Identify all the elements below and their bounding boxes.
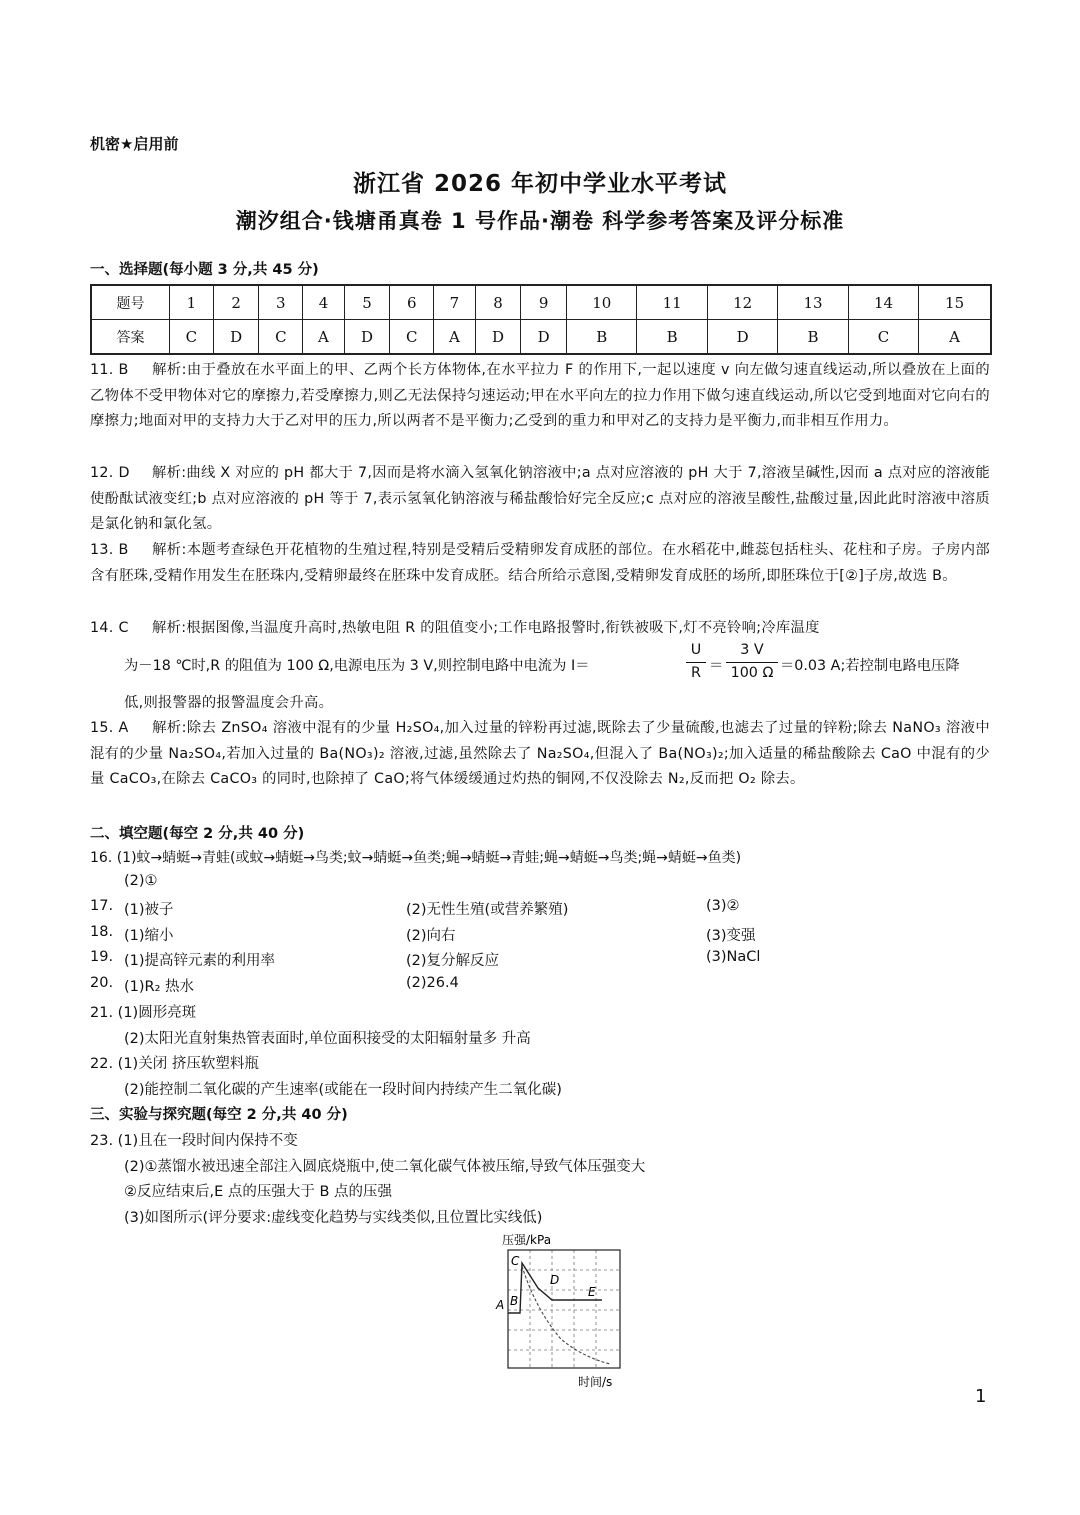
- answer-cell: D: [521, 320, 567, 355]
- answer-q23-line3: ②反应结束后,E 点的压强大于 B 点的压强: [124, 1184, 393, 1200]
- answer-cell: D: [707, 320, 777, 355]
- question-label: 13. B: [90, 542, 129, 558]
- fraction-numerator: 3 V: [740, 642, 764, 658]
- point-c-label: C: [511, 1254, 520, 1268]
- explanation-q11: [90, 358, 990, 435]
- explanation-q14-line3: 低,则报警器的报警温度会升高。: [124, 695, 334, 711]
- explanation-text: 解析:除去 ZnSO₄ 溶液中混有的少量 H₂SO₄,加入过量的锌粉再过滤,既除去了少量硫酸,也滤去了过量的锌粉;除去 NaNO₃ 溶液中混有的少量 Na₂SO₄,若加入过量的 Ba(NO₃)₂ 溶液,过滤,虽然除去了 Na₂SO₄,但混入了 Ba(NO₃)₂;加入适量的稀盐酸除去 CaO 中混有的少量 CaCO₃,在除去 CaCO₃ 的同时,也除掉了 CaO;将气体缓缓通过灼热的铜网,不仅没除去 N₂,反而把 O₂ 除去。: [90, 720, 990, 788]
- answer-q22-line1: 22. (1)关闭 挤压软塑料瓶: [90, 1056, 259, 1072]
- explanation-text: 解析:根据图像,当温度升高时,热敏电阻 R 的阻值变小;工作电路报警时,衔铁被吸下,灯不亮铃响;冷库温度: [152, 620, 820, 636]
- explanation-q13: [90, 538, 990, 589]
- question-number: 13: [778, 285, 848, 320]
- section1-title: 一、选择题(每小题 3 分,共 45 分): [90, 262, 319, 278]
- secret-label: 机密★启用前: [90, 135, 179, 153]
- answer-cell: A: [303, 320, 345, 355]
- point-b-label: B: [510, 1294, 519, 1308]
- explanation-text: 解析:曲线 X 对应的 pH 都大于 7,因而是将水滴入氢氧化钠溶液中;a 点对应溶液的 pH 大于 7,溶液呈碱性,因而 a 点对应的溶液能使酚酞试液变红;b 点对应溶液的 pH 等于 7,表示氢氧化钠溶液与稀盐酸恰好完全反应;c 点对应的溶液呈酸性,盐酸过量,因此此时溶液中溶质是氯化钠和氯化氢。: [90, 465, 990, 533]
- row-label-question: 题号: [91, 285, 170, 320]
- fraction-numerator: U: [690, 642, 702, 658]
- answer-cell: B: [778, 320, 848, 355]
- answer-q18-number: 18.: [90, 924, 114, 940]
- answer-table-number-row: [91, 285, 991, 320]
- fraction-bar: [686, 662, 706, 663]
- y-axis-label: 压强/kPa: [502, 1233, 552, 1247]
- explanation-q15: [90, 716, 990, 793]
- answer-table: [90, 284, 992, 355]
- answer-cell: D: [475, 320, 521, 355]
- answer-q18-part1: (1)缩小: [124, 928, 174, 944]
- section3-title: 三、实验与探究题(每空 2 分,共 40 分): [90, 1107, 348, 1123]
- answer-q23-line4: (3)如图所示(评分要求:虚线变化趋势与实线类似,且位置比实线低): [124, 1210, 543, 1226]
- fraction-bar: [726, 662, 778, 663]
- answer-q22-line2: (2)能控制二氧化碳的产生速率(或能在一段时间内持续产生二氧化碳): [124, 1082, 562, 1098]
- question-label: 11. B: [90, 362, 129, 378]
- formula-lead-text: 为－18 ℃时,R 的阻值为 100 Ω,电源电压为 3 V,则控制电路中电流为 I＝: [124, 658, 590, 674]
- answer-cell: C: [170, 320, 214, 355]
- answer-q17-part3: (3)②: [706, 898, 740, 914]
- answer-cell: A: [919, 320, 991, 355]
- question-label: 15. A: [90, 720, 129, 736]
- formula-tail-text: ＝0.03 A;若控制电路电压降: [780, 658, 960, 674]
- answer-q19-number: 19.: [90, 949, 114, 965]
- pressure-time-figure: [480, 1228, 640, 1388]
- answer-cell: C: [848, 320, 918, 355]
- answer-q18-part2: (2)向右: [406, 928, 456, 944]
- answer-q17-part2: (2)无性生殖(或营养繁殖): [406, 902, 569, 918]
- question-number: 7: [434, 285, 476, 320]
- dashed-pressure-curve: [522, 1266, 610, 1364]
- point-d-label: D: [550, 1273, 560, 1287]
- question-number: 9: [521, 285, 567, 320]
- question-number: 12: [707, 285, 777, 320]
- question-number: 5: [344, 285, 390, 320]
- question-label: 14. C: [90, 620, 129, 636]
- question-number: 14: [848, 285, 918, 320]
- question-number: 10: [567, 285, 637, 320]
- answer-q20-part2: (2)26.4: [406, 975, 459, 991]
- answer-cell: B: [567, 320, 637, 355]
- exam-subtitle: 潮汐组合·钱塘甬真卷 1 号作品·潮卷 科学参考答案及评分标准: [235, 209, 845, 233]
- answer-q21-line1: 21. (1)圆形亮斑: [90, 1005, 197, 1021]
- answer-cell: C: [390, 320, 434, 355]
- answer-cell: D: [344, 320, 390, 355]
- question-number: 11: [637, 285, 707, 320]
- section2-title: 二、填空题(每空 2 分,共 40 分): [90, 826, 305, 842]
- answer-q16-line2: (2)①: [124, 873, 158, 889]
- question-number: 8: [475, 285, 521, 320]
- answer-q17-number: 17.: [90, 898, 114, 914]
- question-number: 2: [213, 285, 259, 320]
- answer-q20-part1: (1)R₂ 热水: [124, 979, 195, 995]
- explanation-q12: [90, 461, 990, 538]
- explanation-text: 解析:由于叠放在水平面上的甲、乙两个长方体物体,在水平拉力 F 的作用下,一起以速度 v 向左做匀速直线运动,所以叠放在上面的乙物体不受甲物体对它的摩擦力,若受摩擦力,则乙无法保持匀速运动;甲在水平向左的拉力作用下做匀速直线运动,所以它受到地面对它向右的摩擦力;地面对甲的支持力大于乙对甲的压力,所以两者不是平衡力;乙受到的重力和甲对乙的支持力是平衡力,而非相互作用力。: [90, 362, 990, 430]
- answer-q19-part1: (1)提高锌元素的利用率: [124, 953, 276, 969]
- question-number: 3: [259, 285, 303, 320]
- answer-table-answer-row: [91, 320, 991, 355]
- point-a-label: A: [496, 1298, 505, 1312]
- question-number: 1: [170, 285, 214, 320]
- question-number: 6: [390, 285, 434, 320]
- answer-q21-line2: (2)太阳光直射集热管表面时,单位面积接受的太阳辐射量多 升高: [124, 1031, 531, 1047]
- point-e-label: E: [588, 1285, 596, 1299]
- fraction-denominator: R: [691, 665, 701, 681]
- question-label: 12. D: [90, 465, 130, 481]
- answer-q23-line1: 23. (1)且在一段时间内保持不变: [90, 1133, 298, 1149]
- answer-q16-line1: 16. (1)蚊→蜻蜓→青蛙(或蚊→蜻蜓→鸟类;蚊→蜻蜓→鱼类;蝇→蜻蜓→青蛙;蝇→蜻蜓→鸟类;蝇→蜻蜓→鱼类): [90, 850, 742, 866]
- equals-sign: ＝: [709, 658, 724, 674]
- explanation-text: 解析:本题考查绿色开花植物的生殖过程,特别是受精后受精卵发育成胚的部位。在水稻花中,雌蕊包括柱头、花柱和子房。子房内部含有胚珠,受精作用发生在胚珠内,受精卵最终在胚珠中发育成胚。结合所给示意图,受精卵发育成胚的场所,即胚珠位于[②]子房,故选 B。: [90, 542, 990, 584]
- explanation-q14-line1: [90, 617, 820, 637]
- x-axis-label: 时间/s: [578, 1375, 613, 1388]
- answer-cell: A: [434, 320, 476, 355]
- fraction-denominator: 100 Ω: [730, 665, 774, 681]
- exam-title: 浙江省 2026 年初中学业水平考试: [352, 171, 728, 197]
- answer-cell: D: [213, 320, 259, 355]
- answer-q17-part1: (1)被子: [124, 902, 174, 918]
- row-label-answer: 答案: [91, 320, 170, 355]
- answer-q18-part3: (3)变强: [706, 928, 756, 944]
- answer-q23-line2: (2)①蒸馏水被迅速全部注入圆底烧瓶中,使二氧化碳气体被压缩,导致气体压强变大: [124, 1159, 646, 1175]
- answer-q20-number: 20.: [90, 975, 114, 991]
- question-number: 15: [919, 285, 991, 320]
- question-number: 4: [303, 285, 345, 320]
- page-number: 1: [975, 1386, 987, 1407]
- answer-cell: B: [637, 320, 707, 355]
- answer-q19-part2: (2)复分解反应: [406, 953, 500, 969]
- answer-cell: C: [259, 320, 303, 355]
- answer-q19-part3: (3)NaCl: [706, 949, 761, 965]
